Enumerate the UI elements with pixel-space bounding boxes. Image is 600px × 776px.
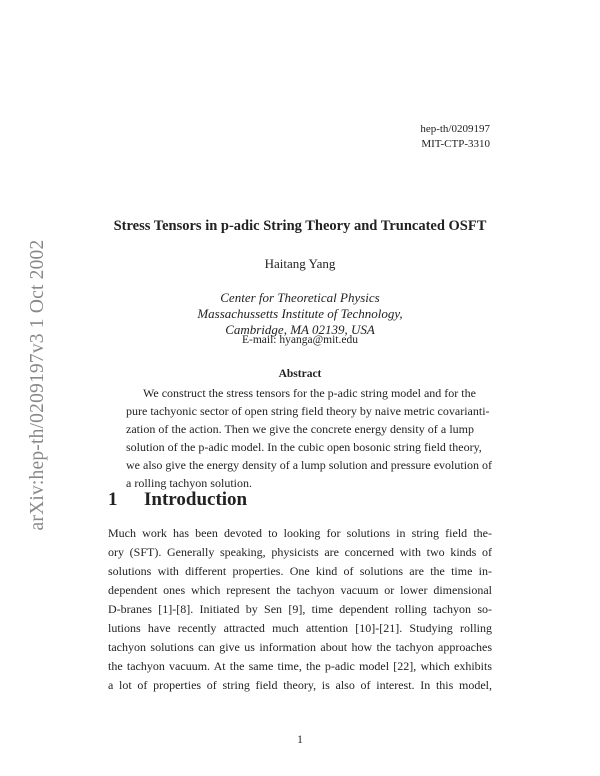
body-line: dependent ones which represent the tachyon vacuum or lower dimensional [108,583,492,597]
abstract-line: pure tachyonic sector of open string field theory by naive metric covarianti- [126,404,490,418]
abstract-line: We construct the stress tensors for the p-adic string model and for the [143,386,476,400]
author-email: E-mail: hyanga@mit.edu [242,334,358,346]
abstract-line: we also give the energy density of a lump solution and pressure evolution of [126,458,493,472]
body-line: Much work has been devoted to looking for solutions in string field the- [108,526,492,540]
body-line: a lot of properties of string field theory, is also of interest. In this model, [108,678,492,692]
arxiv-sidebar-stamp: arXiv:hep-th/0209197v3 1 Oct 2002 [27,239,48,531]
author-name: Haitang Yang [264,256,336,271]
affiliation-line: Center for Theoretical Physics [220,290,380,305]
abstract-heading: Abstract [278,368,322,380]
section-title: Introduction [144,489,248,510]
report-number-arxiv: hep-th/0209197 [420,123,490,135]
body-line: the tachyon vacuum. At the same time, the p-adic model [22], which exhibits [108,659,492,673]
body-line: D-branes [1]-[8]. Initiated by Sen [9], time dependent rolling tachyon so- [108,602,492,616]
paper-title: Stress Tensors in p-adic String Theory and Truncated OSFT [113,218,487,234]
body-line: tachyon solutions can give us information about how the tachyon approaches [108,640,492,654]
report-number-mit: MIT-CTP-3310 [421,138,490,150]
body-line: solutions with different properties. One kind of solutions are the time in- [108,564,492,578]
affiliation-line: Massachussetts Institute of Technology, [197,306,403,321]
body-line: lutions have recently attracted much attention [10]-[21]. Studying rolling [108,621,492,635]
abstract-line: a rolling tachyon solution. [126,476,252,490]
body-line: ory (SFT). Generally speaking, physicists are concerned with two kinds of [108,545,492,559]
page-number: 1 [297,734,303,746]
section-number: 1 [108,489,118,510]
abstract-line: solution of the p-adic model. In the cubic open bosonic string field theory, [126,440,482,454]
section-heading [108,489,247,511]
abstract-line: zation of the action. Then we give the concrete energy density of a lump [126,422,474,436]
affiliation-line: Cambridge, MA 02139, USA [225,322,375,337]
